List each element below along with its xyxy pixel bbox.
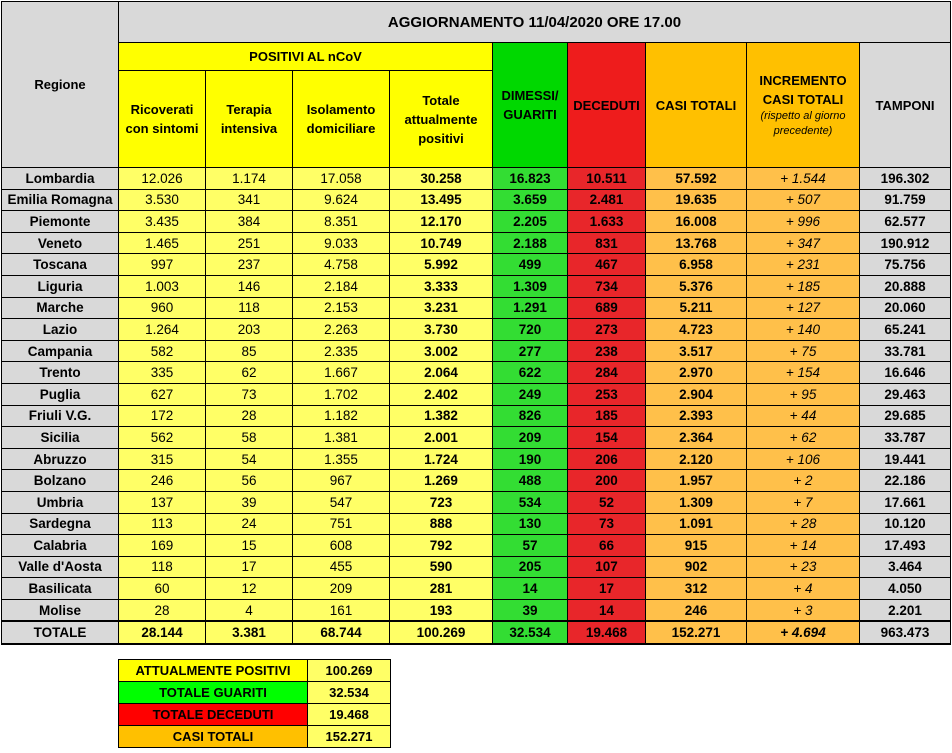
totale-positivi-cell: 1.269	[390, 470, 493, 492]
dimessi-cell: 826	[493, 405, 568, 427]
isolamento-cell: 1.667	[293, 362, 390, 384]
ricoverati-cell: 12.026	[119, 168, 206, 190]
isolamento-cell: 547	[293, 491, 390, 513]
terapia-cell: 17	[206, 556, 293, 578]
region-name: Bolzano	[2, 470, 119, 492]
region-header: Regione	[2, 2, 119, 168]
casi-totali-cell: 6.958	[646, 254, 747, 276]
deceduti-cell: 17	[568, 578, 646, 600]
casi-totali-cell: 5.211	[646, 297, 747, 319]
table-row	[2, 232, 951, 254]
terapia-cell: 146	[206, 275, 293, 297]
deceduti-cell: 52	[568, 491, 646, 513]
deceduti-cell: 185	[568, 405, 646, 427]
dimessi-cell: 130	[493, 513, 568, 535]
isolamento-cell: 9.033	[293, 232, 390, 254]
incremento-cell: + 154	[747, 362, 860, 384]
deceduti-header: DECEDUTI	[568, 43, 646, 168]
terapia-cell: 54	[206, 448, 293, 470]
incremento-title: INCREMENTO CASI TOTALI	[759, 73, 847, 107]
table-body	[2, 168, 951, 645]
dimessi-cell: 488	[493, 470, 568, 492]
region-name: Marche	[2, 297, 119, 319]
tamponi-cell: 16.646	[860, 362, 951, 384]
table-row	[2, 427, 951, 449]
terapia-header: Terapia intensiva	[206, 71, 293, 168]
terapia-cell: 251	[206, 232, 293, 254]
deceduti-cell: 73	[568, 513, 646, 535]
total-casi-totali-cell: 152.271	[646, 621, 747, 644]
isolamento-cell: 2.335	[293, 340, 390, 362]
terapia-cell: 1.174	[206, 168, 293, 190]
dimessi-cell: 3.659	[493, 189, 568, 211]
terapia-cell: 24	[206, 513, 293, 535]
totale-positivi-cell: 2.001	[390, 427, 493, 449]
total-terapia-cell: 3.381	[206, 621, 293, 644]
total-totale-positivi-cell: 100.269	[390, 621, 493, 644]
isolamento-cell: 2.184	[293, 275, 390, 297]
isolamento-cell: 455	[293, 556, 390, 578]
isolamento-cell: 1.702	[293, 383, 390, 405]
tamponi-cell: 91.759	[860, 189, 951, 211]
region-name: Molise	[2, 599, 119, 621]
casi-totali-cell: 19.635	[646, 189, 747, 211]
summary-row	[119, 660, 391, 682]
totale-positivi-cell: 10.749	[390, 232, 493, 254]
incremento-cell: + 14	[747, 535, 860, 557]
region-name: Campania	[2, 340, 119, 362]
tamponi-cell: 22.186	[860, 470, 951, 492]
totale-positivi-cell: 1.724	[390, 448, 493, 470]
totale-positivi-cell: 1.382	[390, 405, 493, 427]
incremento-cell: + 140	[747, 319, 860, 341]
isolamento-cell: 2.263	[293, 319, 390, 341]
totale-positivi-cell: 5.992	[390, 254, 493, 276]
region-name: Valle d'Aosta	[2, 556, 119, 578]
totale-positivi-cell: 30.258	[390, 168, 493, 190]
incremento-cell: + 7	[747, 491, 860, 513]
casi-totali-cell: 2.970	[646, 362, 747, 384]
dimessi-cell: 39	[493, 599, 568, 621]
deceduti-cell: 2.481	[568, 189, 646, 211]
casi-totali-cell: 902	[646, 556, 747, 578]
totale-positivi-cell: 3.333	[390, 275, 493, 297]
terapia-cell: 237	[206, 254, 293, 276]
summary-label: TOTALE GUARITI	[119, 682, 308, 704]
casi-totali-cell: 5.376	[646, 275, 747, 297]
total-tamponi-cell: 963.473	[860, 621, 951, 644]
ricoverati-cell: 3.530	[119, 189, 206, 211]
dimessi-cell: 622	[493, 362, 568, 384]
tamponi-cell: 65.241	[860, 319, 951, 341]
incremento-cell: + 231	[747, 254, 860, 276]
dimessi-cell: 2.205	[493, 211, 568, 233]
region-name: Liguria	[2, 275, 119, 297]
deceduti-cell: 734	[568, 275, 646, 297]
isolamento-header: Isolamento domiciliare	[293, 71, 390, 168]
casi-totali-cell: 915	[646, 535, 747, 557]
ricoverati-cell: 960	[119, 297, 206, 319]
region-name: Toscana	[2, 254, 119, 276]
casi-totali-cell: 2.120	[646, 448, 747, 470]
tamponi-header: TAMPONI	[860, 43, 951, 168]
casi-totali-cell: 3.517	[646, 340, 747, 362]
casi-totali-header: CASI TOTALI	[646, 43, 747, 168]
summary-value: 100.269	[308, 660, 391, 682]
total-dimessi-cell: 32.534	[493, 621, 568, 644]
tamponi-cell: 33.781	[860, 340, 951, 362]
casi-totali-cell: 1.957	[646, 470, 747, 492]
ricoverati-cell: 997	[119, 254, 206, 276]
totale-positivi-cell: 281	[390, 578, 493, 600]
totale-positivi-cell: 193	[390, 599, 493, 621]
terapia-cell: 62	[206, 362, 293, 384]
dimessi-cell: 1.291	[493, 297, 568, 319]
ricoverati-cell: 1.264	[119, 319, 206, 341]
ricoverati-cell: 172	[119, 405, 206, 427]
casi-totali-cell: 1.309	[646, 491, 747, 513]
dimessi-cell: 720	[493, 319, 568, 341]
ricoverati-cell: 60	[119, 578, 206, 600]
incremento-cell: + 44	[747, 405, 860, 427]
tamponi-cell: 17.493	[860, 535, 951, 557]
isolamento-cell: 9.624	[293, 189, 390, 211]
isolamento-cell: 2.153	[293, 297, 390, 319]
terapia-cell: 4	[206, 599, 293, 621]
region-name: Friuli V.G.	[2, 405, 119, 427]
totale-positivi-cell: 888	[390, 513, 493, 535]
isolamento-cell: 17.058	[293, 168, 390, 190]
casi-totali-cell: 312	[646, 578, 747, 600]
isolamento-cell: 4.758	[293, 254, 390, 276]
covid-regional-table	[1, 1, 951, 645]
tamponi-cell: 29.685	[860, 405, 951, 427]
isolamento-cell: 1.381	[293, 427, 390, 449]
ricoverati-cell: 1.465	[119, 232, 206, 254]
table-row	[2, 275, 951, 297]
tamponi-cell: 17.661	[860, 491, 951, 513]
summary-table	[118, 659, 391, 748]
incremento-cell: + 127	[747, 297, 860, 319]
dimessi-cell: 1.309	[493, 275, 568, 297]
dimessi-cell: 190	[493, 448, 568, 470]
ricoverati-cell: 562	[119, 427, 206, 449]
terapia-cell: 28	[206, 405, 293, 427]
tamponi-cell: 20.060	[860, 297, 951, 319]
table-row	[2, 319, 951, 341]
ricoverati-cell: 1.003	[119, 275, 206, 297]
totale-positivi-cell: 2.064	[390, 362, 493, 384]
deceduti-cell: 14	[568, 599, 646, 621]
terapia-cell: 203	[206, 319, 293, 341]
isolamento-cell: 751	[293, 513, 390, 535]
deceduti-cell: 66	[568, 535, 646, 557]
incremento-cell: + 62	[747, 427, 860, 449]
totale-positivi-cell: 3.231	[390, 297, 493, 319]
summary-row	[119, 682, 391, 704]
tamponi-cell: 196.302	[860, 168, 951, 190]
deceduti-cell: 689	[568, 297, 646, 319]
terapia-cell: 118	[206, 297, 293, 319]
terapia-cell: 58	[206, 427, 293, 449]
deceduti-cell: 467	[568, 254, 646, 276]
deceduti-cell: 284	[568, 362, 646, 384]
incremento-cell: + 2	[747, 470, 860, 492]
tamponi-cell: 3.464	[860, 556, 951, 578]
totale-positivi-cell: 3.002	[390, 340, 493, 362]
dimessi-cell: 14	[493, 578, 568, 600]
incremento-cell: + 75	[747, 340, 860, 362]
region-name: Calabria	[2, 535, 119, 557]
terapia-cell: 39	[206, 491, 293, 513]
region-name: Sicilia	[2, 427, 119, 449]
table-row	[2, 491, 951, 513]
ricoverati-cell: 582	[119, 340, 206, 362]
incremento-cell: + 347	[747, 232, 860, 254]
region-name: Piemonte	[2, 211, 119, 233]
ricoverati-cell: 118	[119, 556, 206, 578]
incremento-cell: + 996	[747, 211, 860, 233]
tamponi-cell: 2.201	[860, 599, 951, 621]
summary-row	[119, 704, 391, 726]
dimessi-cell: 249	[493, 383, 568, 405]
isolamento-cell: 608	[293, 535, 390, 557]
isolamento-cell: 209	[293, 578, 390, 600]
ricoverati-cell: 315	[119, 448, 206, 470]
total-deceduti-cell: 19.468	[568, 621, 646, 644]
summary-body	[119, 660, 391, 748]
terapia-cell: 15	[206, 535, 293, 557]
dimessi-cell: 2.188	[493, 232, 568, 254]
totale-positivi-header: Totale attualmente positivi	[390, 71, 493, 168]
casi-totali-cell: 4.723	[646, 319, 747, 341]
region-name: Basilicata	[2, 578, 119, 600]
incremento-cell: + 23	[747, 556, 860, 578]
summary-value: 19.468	[308, 704, 391, 726]
totale-positivi-cell: 723	[390, 491, 493, 513]
casi-totali-cell: 2.364	[646, 427, 747, 449]
isolamento-cell: 1.182	[293, 405, 390, 427]
tamponi-cell: 190.912	[860, 232, 951, 254]
summary-value: 152.271	[308, 726, 391, 748]
incremento-cell: + 1.544	[747, 168, 860, 190]
terapia-cell: 56	[206, 470, 293, 492]
summary-row	[119, 726, 391, 748]
terapia-cell: 85	[206, 340, 293, 362]
ricoverati-cell: 137	[119, 491, 206, 513]
casi-totali-cell: 13.768	[646, 232, 747, 254]
region-name: Lazio	[2, 319, 119, 341]
total-isolamento-cell: 68.744	[293, 621, 390, 644]
casi-totali-cell: 2.393	[646, 405, 747, 427]
tamponi-cell: 62.577	[860, 211, 951, 233]
incremento-cell: + 4	[747, 578, 860, 600]
tamponi-cell: 33.787	[860, 427, 951, 449]
total-incremento-cell: + 4.694	[747, 621, 860, 644]
dimessi-cell: 499	[493, 254, 568, 276]
tamponi-cell: 29.463	[860, 383, 951, 405]
incremento-cell: + 28	[747, 513, 860, 535]
table-row	[2, 362, 951, 384]
summary-label: ATTUALMENTE POSITIVI	[119, 660, 308, 682]
incremento-cell: + 185	[747, 275, 860, 297]
deceduti-cell: 206	[568, 448, 646, 470]
ricoverati-header: Ricoverati con sintomi	[119, 71, 206, 168]
deceduti-cell: 238	[568, 340, 646, 362]
dimessi-cell: 16.823	[493, 168, 568, 190]
isolamento-cell: 8.351	[293, 211, 390, 233]
ricoverati-cell: 246	[119, 470, 206, 492]
table-row	[2, 535, 951, 557]
incremento-note: (rispetto al giorno precedente)	[760, 110, 846, 137]
table-row	[2, 189, 951, 211]
incremento-cell: + 106	[747, 448, 860, 470]
incremento-cell: + 3	[747, 599, 860, 621]
region-name: Veneto	[2, 232, 119, 254]
dimessi-cell: 277	[493, 340, 568, 362]
ricoverati-cell: 3.435	[119, 211, 206, 233]
table-row	[2, 254, 951, 276]
region-name: Emilia Romagna	[2, 189, 119, 211]
deceduti-cell: 253	[568, 383, 646, 405]
table-row	[2, 168, 951, 190]
table-row	[2, 383, 951, 405]
casi-totali-cell: 16.008	[646, 211, 747, 233]
table-title: AGGIORNAMENTO 11/04/2020 ORE 17.00	[119, 2, 951, 43]
total-ricoverati-cell: 28.144	[119, 621, 206, 644]
tamponi-cell: 10.120	[860, 513, 951, 535]
incremento-cell: + 95	[747, 383, 860, 405]
terapia-cell: 384	[206, 211, 293, 233]
dimessi-header: DIMESSI/ GUARITI	[493, 43, 568, 168]
ricoverati-cell: 113	[119, 513, 206, 535]
deceduti-cell: 831	[568, 232, 646, 254]
incremento-cell: + 507	[747, 189, 860, 211]
casi-totali-cell: 246	[646, 599, 747, 621]
terapia-cell: 12	[206, 578, 293, 600]
table-row	[2, 578, 951, 600]
region-name: Lombardia	[2, 168, 119, 190]
totale-positivi-cell: 2.402	[390, 383, 493, 405]
tamponi-cell: 75.756	[860, 254, 951, 276]
deceduti-cell: 1.633	[568, 211, 646, 233]
casi-totali-cell: 1.091	[646, 513, 747, 535]
totale-positivi-cell: 13.495	[390, 189, 493, 211]
casi-totali-cell: 2.904	[646, 383, 747, 405]
totale-positivi-cell: 12.170	[390, 211, 493, 233]
table-row	[2, 405, 951, 427]
deceduti-cell: 273	[568, 319, 646, 341]
deceduti-cell: 200	[568, 470, 646, 492]
ricoverati-cell: 627	[119, 383, 206, 405]
summary-value: 32.534	[308, 682, 391, 704]
table-row	[2, 340, 951, 362]
ricoverati-cell: 169	[119, 535, 206, 557]
deceduti-cell: 154	[568, 427, 646, 449]
table-row	[2, 448, 951, 470]
region-name: Sardegna	[2, 513, 119, 535]
totale-positivi-cell: 792	[390, 535, 493, 557]
table-row	[2, 470, 951, 492]
totale-positivi-cell: 3.730	[390, 319, 493, 341]
tamponi-cell: 20.888	[860, 275, 951, 297]
terapia-cell: 341	[206, 189, 293, 211]
tamponi-cell: 19.441	[860, 448, 951, 470]
isolamento-cell: 161	[293, 599, 390, 621]
positivi-group-header: POSITIVI AL nCoV	[119, 43, 493, 71]
tamponi-cell: 4.050	[860, 578, 951, 600]
ricoverati-cell: 335	[119, 362, 206, 384]
table-row	[2, 556, 951, 578]
table-row	[2, 297, 951, 319]
isolamento-cell: 967	[293, 470, 390, 492]
dimessi-cell: 57	[493, 535, 568, 557]
summary-label: TOTALE DECEDUTI	[119, 704, 308, 726]
region-name: Puglia	[2, 383, 119, 405]
table-row	[2, 513, 951, 535]
region-name: Abruzzo	[2, 448, 119, 470]
dimessi-cell: 209	[493, 427, 568, 449]
isolamento-cell: 1.355	[293, 448, 390, 470]
total-region-name: TOTALE	[2, 621, 119, 644]
deceduti-cell: 107	[568, 556, 646, 578]
dimessi-cell: 534	[493, 491, 568, 513]
region-name: Trento	[2, 362, 119, 384]
region-name: Umbria	[2, 491, 119, 513]
totale-positivi-cell: 590	[390, 556, 493, 578]
total-row	[2, 621, 951, 644]
ricoverati-cell: 28	[119, 599, 206, 621]
table-row	[2, 211, 951, 233]
incremento-header	[747, 43, 860, 168]
summary-label: CASI TOTALI	[119, 726, 308, 748]
table-row	[2, 599, 951, 621]
casi-totali-cell: 57.592	[646, 168, 747, 190]
terapia-cell: 73	[206, 383, 293, 405]
dimessi-cell: 205	[493, 556, 568, 578]
deceduti-cell: 10.511	[568, 168, 646, 190]
